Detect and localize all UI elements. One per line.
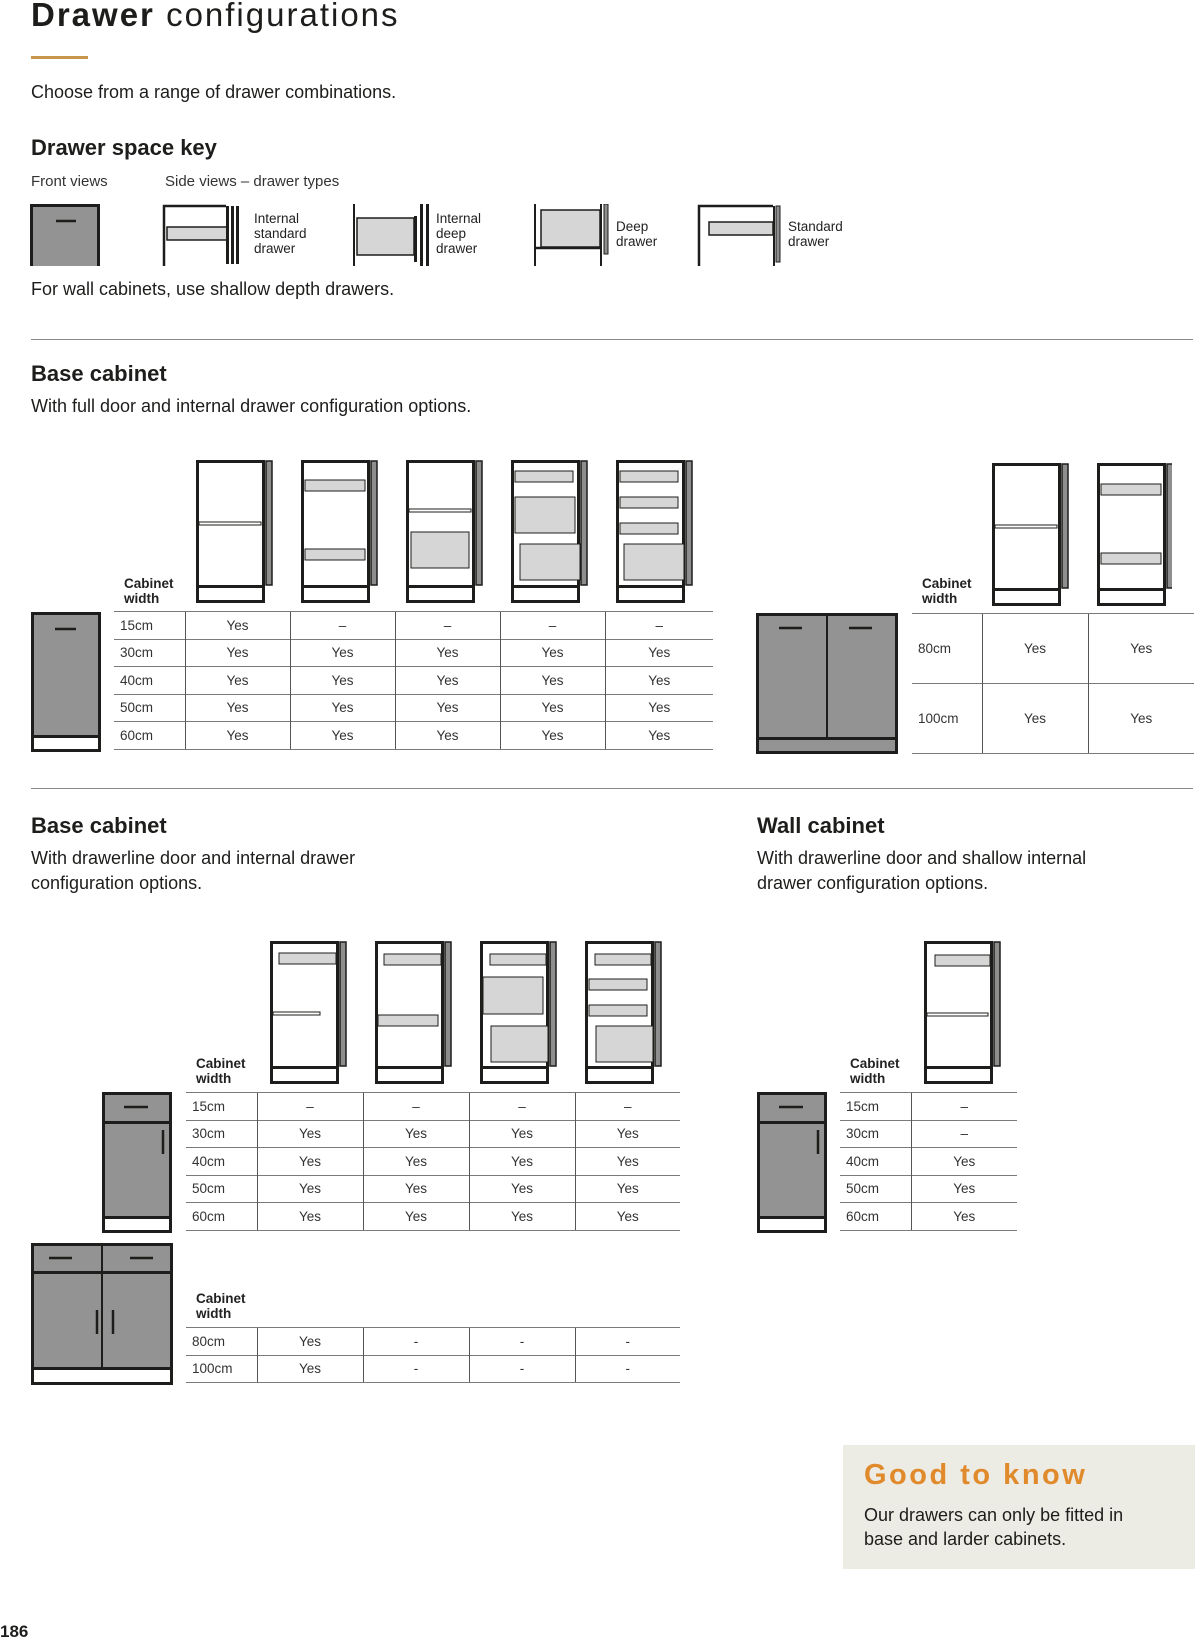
table-row [114,722,713,750]
table-cell: – [911,1093,1017,1121]
table-cell: Yes [185,639,290,667]
table-cell: – [469,1093,575,1121]
section1-heading: Base cabinet [31,361,167,386]
config-full-door-shelf-icon [994,464,1069,605]
table-cell: Yes [395,722,500,750]
table-row [114,612,713,640]
table-cell: - [575,1328,680,1356]
table-cell: Yes [257,1203,363,1231]
section3-wall-cabinet-front-icon [757,1092,829,1234]
section2-double-col-header: Cabinet width [196,1291,246,1321]
table-cell: Yes [363,1148,469,1176]
table-cell: Yes [395,667,500,695]
table-cell: 50cm [840,1175,911,1203]
table-cell: - [469,1355,575,1383]
table-row [840,1093,1017,1121]
table-row [114,667,713,695]
config-four-drawers-icon [618,461,693,602]
table-cell: Yes [911,1148,1017,1176]
table-cell: Yes [605,722,713,750]
section3-subheading: With drawerline door and shallow internal drawer configuration options. [757,848,1087,893]
callout-title: Good to know [864,1459,1088,1491]
table-cell: Yes [500,722,605,750]
table-cell: Yes [500,639,605,667]
key-heading: Drawer space key [31,135,217,160]
section2-double-table [186,1327,680,1383]
key-type-internal-deep: Internal deep drawer [436,211,482,256]
table-cell: 50cm [186,1175,257,1203]
table-cell: - [469,1328,575,1356]
config-two-internal-drawers-icon [303,461,378,602]
config-drawerline-deep-drawers-icon [482,942,557,1083]
section2-single-col-header: Cabinet width [196,1056,246,1086]
table-row [186,1093,680,1121]
section3-col-header: Cabinet width [850,1056,900,1086]
config-drawerline-four-drawers-icon [587,942,662,1083]
table-cell: 30cm [840,1120,911,1148]
config-wall-shallow-drawer-icon [926,942,1001,1083]
table-cell: Yes [290,722,395,750]
section1-double-table [912,613,1194,754]
table-cell: Yes [185,612,290,640]
table-cell: – [911,1120,1017,1148]
table-cell: 15cm [840,1093,911,1121]
table-cell: Yes [257,1175,363,1203]
table-cell: – [395,612,500,640]
table-cell: Yes [185,722,290,750]
section2-double-drawerline-front-icon [31,1243,174,1387]
table-cell: Yes [469,1175,575,1203]
table-cell: Yes [911,1203,1017,1231]
section2-heading: Base cabinet [31,813,167,838]
page-title [31,0,400,34]
table-cell: Yes [257,1328,363,1356]
key-note: For wall cabinets, use shallow depth drawers. [31,279,395,299]
config-full-door-shelf-icon [198,461,273,602]
section3-heading: Wall cabinet [757,813,885,838]
internal-deep-drawer-icon [352,204,432,266]
table-row [840,1175,1017,1203]
key-type-internal-standard: Internal standard drawer [254,211,307,256]
table-cell: Yes [575,1175,680,1203]
table-cell: Yes [469,1148,575,1176]
divider [31,339,1193,340]
table-cell: Yes [257,1120,363,1148]
table-cell: Yes [290,639,395,667]
table-cell: 40cm [186,1148,257,1176]
key-type-deep: Deep drawer [616,219,658,249]
table-row [912,684,1194,754]
table-cell: Yes [395,694,500,722]
table-cell: 40cm [114,667,185,695]
accent-rule [31,56,88,59]
table-cell: 80cm [186,1328,257,1356]
table-row [840,1120,1017,1148]
section2-single-table [186,1092,680,1231]
table-cell: Yes [982,614,1088,684]
table-row [840,1148,1017,1176]
config-shelf-deep-drawer-icon [408,461,483,602]
table-cell: 30cm [186,1120,257,1148]
table-cell: Yes [500,694,605,722]
table-cell: Yes [185,694,290,722]
good-to-know-callout [843,1445,1195,1569]
intro-text: Choose from a range of drawer combinations. [31,82,397,102]
table-cell: Yes [575,1203,680,1231]
table-cell: Yes [575,1120,680,1148]
section1-single-cabinet-front-icon [31,612,103,754]
table-cell: Yes [911,1175,1017,1203]
table-cell: Yes [605,639,713,667]
table-cell: – [363,1093,469,1121]
table-cell: 60cm [114,722,185,750]
table-cell: Yes [290,694,395,722]
section1-double-col-header: Cabinet width [922,576,972,606]
cabinet-front-view-icon [30,204,102,266]
table-cell: 100cm [912,684,982,754]
table-cell: Yes [605,667,713,695]
table-cell: Yes [185,667,290,695]
table-cell: Yes [469,1120,575,1148]
table-cell: - [575,1355,680,1383]
section2-single-drawerline-front-icon [102,1092,174,1234]
table-cell: 60cm [840,1203,911,1231]
table-cell: Yes [257,1355,363,1383]
table-cell: Yes [1088,684,1194,754]
table-cell: 60cm [186,1203,257,1231]
internal-standard-drawer-icon [162,204,242,266]
table-cell: 50cm [114,694,185,722]
deep-drawer-icon [533,204,613,266]
table-cell: Yes [605,694,713,722]
table-row [912,614,1194,684]
table-cell: – [257,1093,363,1121]
table-cell: Yes [1088,614,1194,684]
table-cell: - [363,1328,469,1356]
table-row [840,1203,1017,1231]
key-type-standard: Standard drawer [788,219,843,249]
table-cell: - [363,1355,469,1383]
table-cell: Yes [395,639,500,667]
table-row [114,639,713,667]
table-cell: Yes [469,1203,575,1231]
page-title-bold: Drawer [31,0,155,33]
table-cell: Yes [257,1148,363,1176]
table-cell: Yes [575,1148,680,1176]
table-cell: 15cm [186,1093,257,1121]
table-row [186,1355,680,1383]
table-cell: 80cm [912,614,982,684]
front-views-label: Front views [31,173,108,190]
section1-single-col-header: Cabinet width [124,576,174,606]
section1-subheading: With full door and internal drawer configuration options. [31,396,472,416]
table-cell: 40cm [840,1148,911,1176]
table-cell: Yes [363,1175,469,1203]
table-row [186,1203,680,1231]
side-views-label: Side views – drawer types [165,173,340,190]
table-cell: – [575,1093,680,1121]
divider [31,788,1193,789]
config-mixed-drawers-icon [513,461,588,602]
config-drawerline-internal-drawer-icon [377,942,452,1083]
section1-double-cabinet-front-icon [756,613,899,755]
table-row [186,1175,680,1203]
config-two-internal-drawers-icon [1099,464,1173,605]
config-drawerline-shelf-icon [272,942,347,1083]
table-cell: – [605,612,713,640]
table-row [114,694,713,722]
callout-body: Our drawers can only be fitted in base and larder cabinets. [864,1505,1124,1549]
table-cell: – [500,612,605,640]
table-cell: Yes [500,667,605,695]
page-number: 186 [0,1622,29,1641]
section2-config-diagrams [270,941,700,1086]
table-cell: Yes [363,1203,469,1231]
table-cell: Yes [363,1120,469,1148]
section3-config-diagram [924,941,1004,1086]
page-title-light: configurations [166,0,400,33]
section1-double-config-diagrams [992,463,1172,608]
table-cell: 100cm [186,1355,257,1383]
table-cell: 30cm [114,639,185,667]
table-row [186,1148,680,1176]
table-cell: Yes [982,684,1088,754]
table-cell: – [290,612,395,640]
table-row [186,1328,680,1356]
table-cell: Yes [290,667,395,695]
table-row [186,1120,680,1148]
section2-subheading: With drawerline door and internal drawer configuration options. [31,848,356,893]
standard-drawer-icon [697,204,783,266]
section1-config-diagrams [196,460,696,605]
table-cell: 15cm [114,612,185,640]
section3-table [840,1092,1017,1231]
section1-single-table [114,611,713,750]
